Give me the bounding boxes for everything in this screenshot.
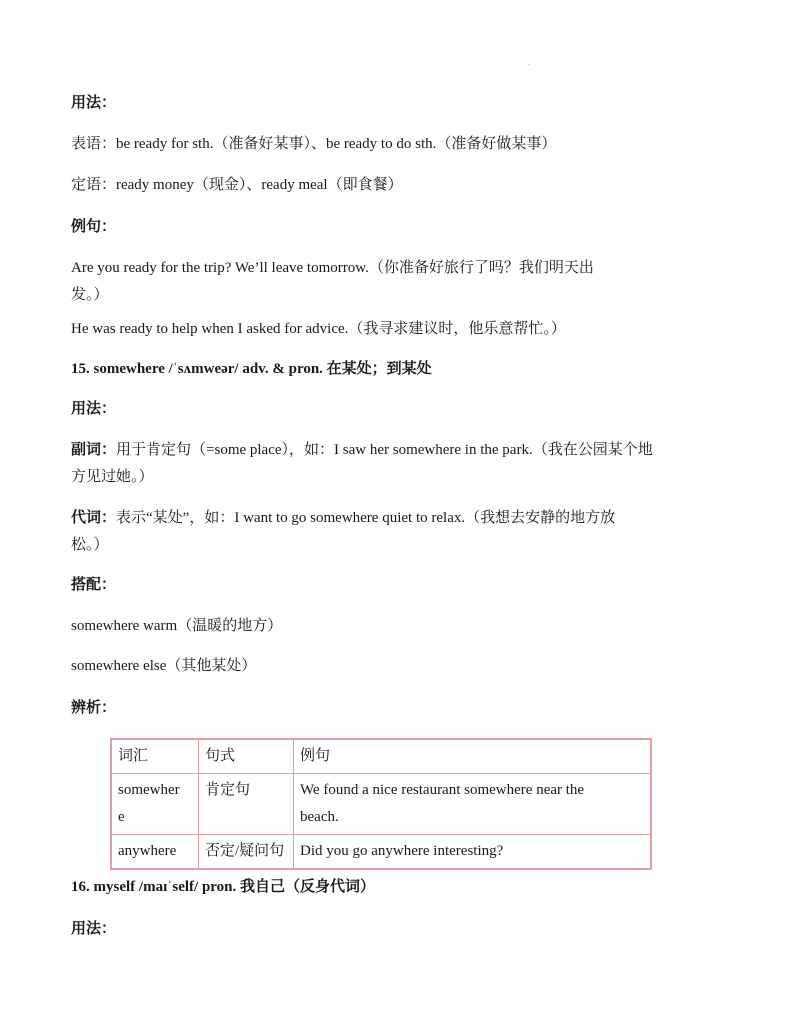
usage-pronoun-text: 表示“某处”，如：I want to go somewhere quiet to relax.（我想去安静的地方放 bbox=[116, 510, 616, 526]
comparison-table bbox=[110, 738, 652, 870]
usage-adverb-line1 bbox=[71, 437, 731, 464]
table-cell-pattern: 否定/疑问句 bbox=[199, 835, 294, 870]
entry-title-myself: 16. myself /maɪˈself/ pron. 我自己（反身代词） bbox=[71, 879, 376, 895]
table-header-word: 词汇 bbox=[111, 739, 199, 774]
table-header-row bbox=[111, 739, 651, 774]
table-row bbox=[111, 774, 651, 835]
table-cell-example-line2: beach. bbox=[300, 809, 339, 825]
usage-heading-somewhere: 用法： bbox=[71, 401, 117, 417]
table-cell-word-line1: somewher bbox=[118, 782, 180, 798]
usage-pronoun-line2: 松。） bbox=[71, 537, 109, 553]
table-cell-word-line2: e bbox=[118, 809, 125, 825]
example-heading-ready: 例句： bbox=[71, 219, 117, 235]
example-sentence-1-line2: 发。） bbox=[71, 287, 109, 303]
table-cell-word bbox=[111, 774, 199, 835]
example-sentence-1-line1: Are you ready for the trip? We’ll leave tomorrow.（你准备好旅行了吗？我们明天出 bbox=[71, 260, 594, 276]
page-mark: . bbox=[528, 58, 530, 67]
usage-adverb bbox=[71, 437, 731, 491]
table-header-example: 例句 bbox=[294, 739, 652, 774]
usage-adverb-label: 副词： bbox=[71, 442, 117, 458]
usage-heading-ready: 用法： bbox=[71, 95, 117, 111]
table-cell-pattern: 肯定句 bbox=[199, 774, 294, 835]
collocation-2: somewhere else（其他某处） bbox=[71, 658, 257, 674]
example-sentence-2: He was ready to help when I asked for advice.（我寻求建议时，他乐意帮忙。） bbox=[71, 321, 566, 337]
usage-heading-myself: 用法： bbox=[71, 921, 117, 937]
table-cell-example bbox=[294, 774, 652, 835]
collocation-heading: 搭配： bbox=[71, 577, 117, 593]
usage-line-predicative: 表语：be ready for sth.（准备好某事）、be ready to do sth.（准备好做某事） bbox=[71, 136, 557, 152]
table-cell-word: anywhere bbox=[111, 835, 199, 870]
usage-pronoun-line1 bbox=[71, 505, 731, 532]
analysis-heading: 辨析： bbox=[71, 700, 117, 716]
entry-title-somewhere: 15. somewhere /ˈsʌmweər/ adv. & pron. 在某处；到某处 bbox=[71, 361, 432, 377]
example-sentence-1 bbox=[71, 255, 731, 309]
usage-pronoun bbox=[71, 505, 731, 559]
table-row bbox=[111, 835, 651, 870]
collocation-1: somewhere warm（温暖的地方） bbox=[71, 618, 283, 634]
usage-adverb-text: 用于肯定句（=some place），如：I saw her somewhere in the park.（我在公园某个地 bbox=[116, 442, 653, 458]
usage-adverb-line2: 方见过她。） bbox=[71, 469, 154, 485]
table-header-pattern: 句式 bbox=[199, 739, 294, 774]
table-cell-example: Did you go anywhere interesting? bbox=[294, 835, 652, 870]
table-cell-example-line1: We found a nice restaurant somewhere near the bbox=[300, 782, 585, 798]
usage-pronoun-label: 代词： bbox=[71, 510, 117, 526]
usage-line-attributive: 定语：ready money（现金）、ready meal（即食餐） bbox=[71, 177, 403, 193]
